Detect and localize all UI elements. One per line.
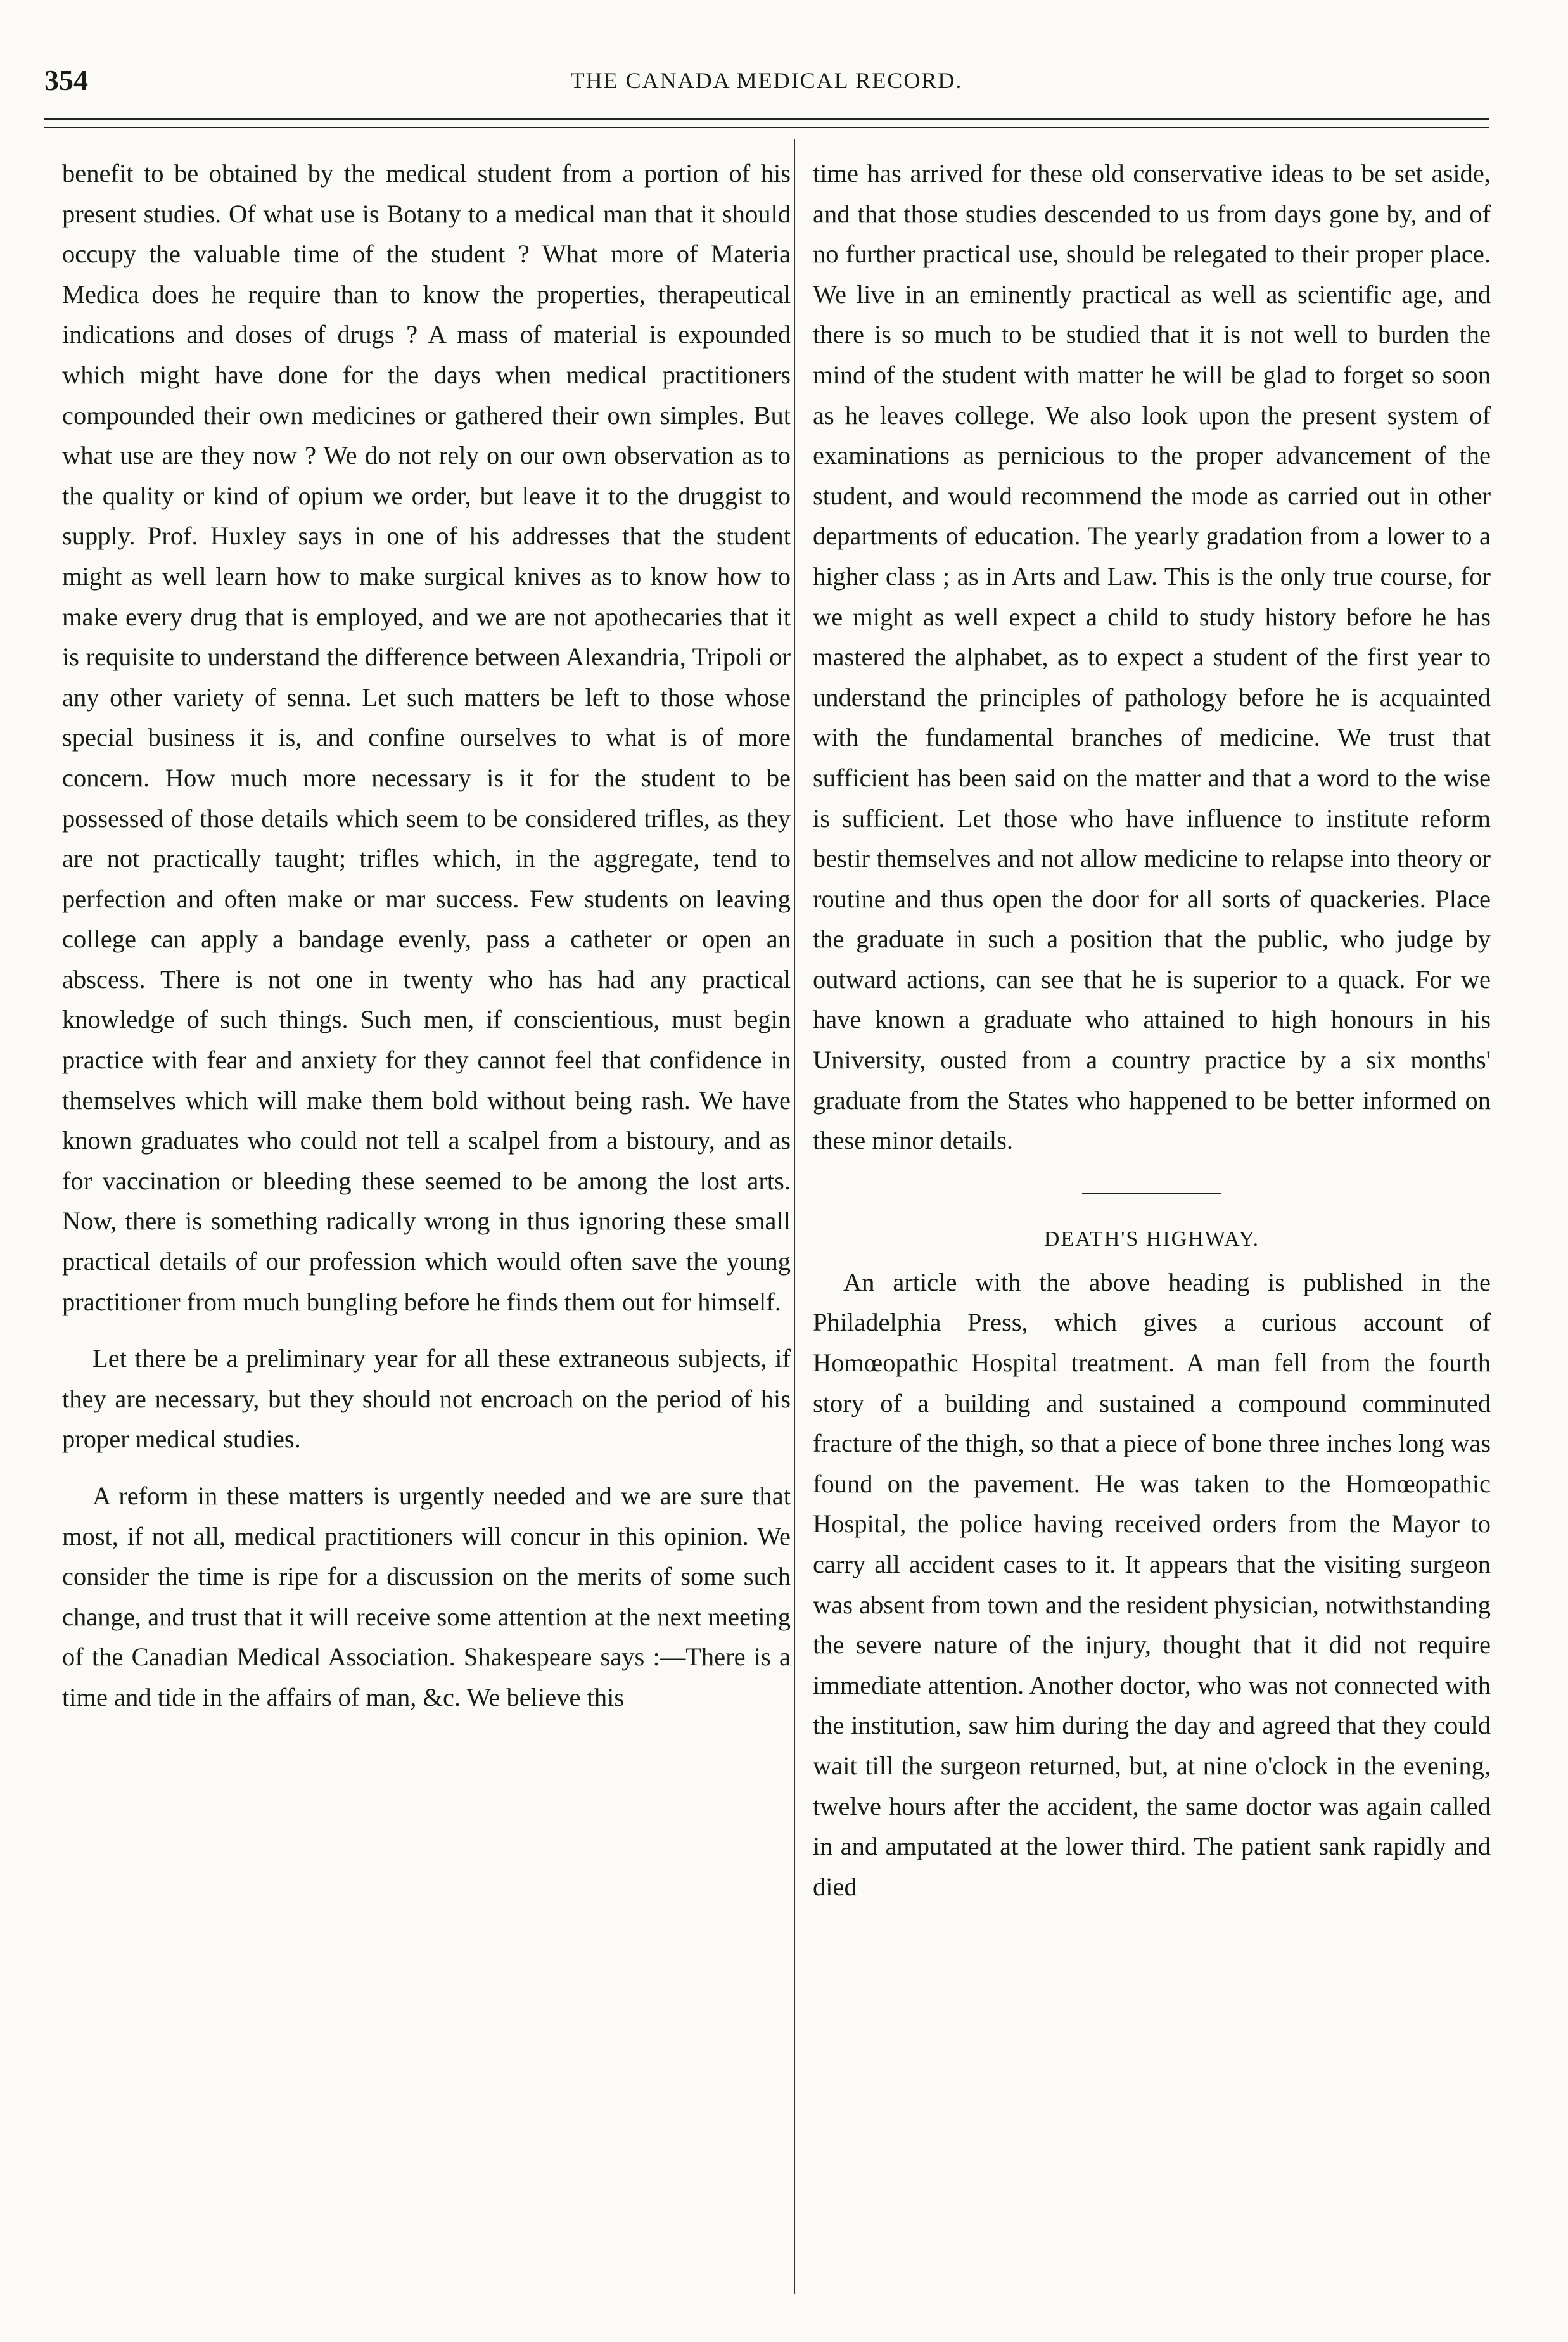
page-header xyxy=(44,63,1489,114)
running-title: THE CANADA MEDICAL RECORD. xyxy=(570,68,963,93)
right-paragraph-1: time has arrived for these old conservative ideas to be set aside, and that those studies descended to us from days gone by, and of no further practical use, should be relegated to their proper place. We live in an eminently practical as well as scientific age, and there is so much to be studied that it is not well to burden the mind of the student with matter he will be glad to forget so soon as he leaves college. We also look upon the present system of examinations as pernicious to the proper advancement of the student, and would recommend the mode as carried out in other departments of education. The yearly gradation from a lower to a higher class ; as in Arts and Law. This is the only true course, for we might as well expect a child to study history before he has mastered the alphabet, as to expect a student of the first year to understand the principles of pathology before he is acquainted with the fundamental branches of medicine. We trust that sufficient has been said on the matter and that a word to the wise is sufficient. Let those who have influence to institute reform bestir themselves and not allow medicine to relapse into theory or routine and thus open the door for all sorts of quackeries. Place the graduate in such a position that the public, who judge by outward actions, can see that he is superior to a quack. For we have known a graduate who attained to high honours in his University, ousted from a country practice by a six months' graduate from the States who happened to be better informed on these minor details. xyxy=(813,159,1491,1155)
column-divider xyxy=(794,139,795,2294)
section-heading: DEATH'S HIGHWAY. xyxy=(1043,1227,1260,1251)
section-paragraph-1: An article with the above heading is published in the Philadelphia Press, which gives a curious account of Homœopathic Hospital treatment. A man fell from the fourth story of a building and sustained a compound comminuted fracture of the thigh, so that a piece of bone three inches long was found on the pavement. He was taken to the Homœopathic Hospital, the police having received orders from the Mayor to carry all accident cases to it. It appears that the visiting surgeon was absent from town and the resident physician, notwithstanding the severe nature of the injury, thought that it did not require immediate attention. Another doctor, who was not connected with the institution, saw him during the day and agreed that they could wait till the surgeon returned, but, at nine o'clock in the evening, twelve hours after the accident, the same doctor was again called in and amputated at the lower third. The patient sank rapidly and died xyxy=(813,1267,1491,1901)
section-separator xyxy=(1082,1193,1221,1194)
left-paragraph-2: Let there be a preliminary year for all these extraneous subjects, if they are necessary, but they should not encroach on the period of his proper medical studies. xyxy=(62,1344,791,1454)
left-paragraph-1: benefit to be obtained by the medical student from a portion of his present studies. Of what use is Botany to a medical man that it should occupy the valuable time of the student ? What more of Materia Medica does he require than to know the properties, therapeutical indications and doses of drugs ? A mass of material is expounded which might have done for the days when medical practitioners compounded their own medicines or gathered their own simples. But what use are they now ? We do not rely on our own observation as to the quality or kind of opium we order, but leave it to the druggist to supply. Prof. Huxley says in one of his addresses that the student might as well learn how to make surgical knives as to know how to make every drug that is employed, and we are not apothecaries that it is requisite to understand the difference between Alexandria, Tripoli or any other variety of senna. Let such matters be left to those whose special business it is, and confine ourselves to what is of more concern. How much more necessary is it for the student to be possessed of those details which seem to be considered trifles, as they are not practically taught; trifles which, in the aggregate, tend to perfection and often make or mar success. Few students on leaving college can apply a bandage evenly, pass a catheter or open an abscess. There is not one in twenty who has had any practical knowledge of such things. Such men, if conscientious, must begin practice with fear and anxiety for they cannot feel that confidence in themselves which will make them bold without being rash. We have known graduates who could not tell a scalpel from a bistoury, and as for vaccination or bleeding these seemed to be among the lost arts. Now, there is something radically wrong in thus ignoring these small practical details of our profession which would often save the young practitioner from much bungling before he finds them out for himself. xyxy=(62,159,791,1316)
header-rule-top xyxy=(44,118,1489,120)
left-paragraph-3: A reform in these matters is urgently needed and we are sure that most, if not all, medical practitioners will concur in this opinion. We consider the time is ripe for a discussion on the merits of some such change, and trust that it will receive some attention at the next meeting of the Canadian Medical Association. Shakespeare says :—There is a time and tide in the affairs of man, &c. We believe this xyxy=(62,1481,791,1712)
right-column xyxy=(813,153,1491,1907)
page-number: 354 xyxy=(44,64,88,96)
header-rule-bottom xyxy=(44,127,1489,128)
left-column xyxy=(62,153,791,1718)
